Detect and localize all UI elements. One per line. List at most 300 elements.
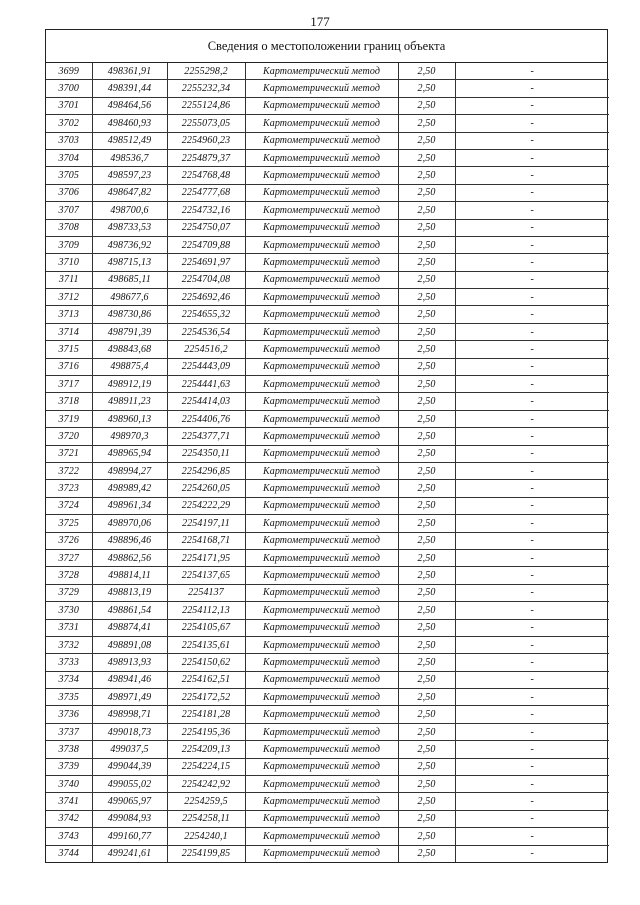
method-cell: Картометрический метод xyxy=(245,532,398,549)
accuracy-cell: 2,50 xyxy=(398,584,455,601)
x-coordinate-cell: 498677,6 xyxy=(92,289,167,306)
x-coordinate-cell: 498998,71 xyxy=(92,706,167,723)
point-number-cell: 3707 xyxy=(46,202,92,219)
x-coordinate-cell: 498700,6 xyxy=(92,202,167,219)
x-coordinate-cell: 498715,13 xyxy=(92,254,167,271)
accuracy-cell: 2,50 xyxy=(398,80,455,97)
x-coordinate-cell: 498961,34 xyxy=(92,497,167,514)
point-number-cell: 3735 xyxy=(46,689,92,706)
table-row xyxy=(46,149,609,166)
accuracy-cell: 2,50 xyxy=(398,636,455,653)
point-number-cell: 3740 xyxy=(46,776,92,793)
point-number-cell: 3700 xyxy=(46,80,92,97)
boundary-table xyxy=(45,29,608,863)
method-cell: Картометрический метод xyxy=(245,306,398,323)
point-number-cell: 3704 xyxy=(46,149,92,166)
table-row xyxy=(46,810,609,827)
method-cell: Картометрический метод xyxy=(245,428,398,445)
description-cell: - xyxy=(455,202,609,219)
table-row xyxy=(46,706,609,723)
x-coordinate-cell: 498891,08 xyxy=(92,636,167,653)
method-cell: Картометрический метод xyxy=(245,358,398,375)
y-coordinate-cell: 2254112,13 xyxy=(167,602,245,619)
method-cell: Картометрический метод xyxy=(245,845,398,862)
table-row xyxy=(46,654,609,671)
method-cell: Картометрический метод xyxy=(245,254,398,271)
y-coordinate-cell: 2254172,52 xyxy=(167,689,245,706)
point-number-cell: 3714 xyxy=(46,323,92,340)
method-cell: Картометрический метод xyxy=(245,497,398,514)
accuracy-cell: 2,50 xyxy=(398,341,455,358)
table-row xyxy=(46,341,609,358)
x-coordinate-cell: 499065,97 xyxy=(92,793,167,810)
method-cell: Картометрический метод xyxy=(245,671,398,688)
point-number-cell: 3744 xyxy=(46,845,92,862)
method-cell: Картометрический метод xyxy=(245,115,398,132)
description-cell: - xyxy=(455,115,609,132)
y-coordinate-cell: 2254516,2 xyxy=(167,341,245,358)
accuracy-cell: 2,50 xyxy=(398,445,455,462)
table-row xyxy=(46,202,609,219)
method-cell: Картометрический метод xyxy=(245,619,398,636)
method-cell: Картометрический метод xyxy=(245,97,398,114)
point-number-cell: 3743 xyxy=(46,828,92,845)
description-cell: - xyxy=(455,776,609,793)
table-row xyxy=(46,689,609,706)
table-row xyxy=(46,515,609,532)
y-coordinate-cell: 2254692,46 xyxy=(167,289,245,306)
description-cell: - xyxy=(455,584,609,601)
point-number-cell: 3719 xyxy=(46,410,92,427)
point-number-cell: 3721 xyxy=(46,445,92,462)
accuracy-cell: 2,50 xyxy=(398,428,455,445)
x-coordinate-cell: 498736,92 xyxy=(92,236,167,253)
description-cell: - xyxy=(455,289,609,306)
x-coordinate-cell: 498970,06 xyxy=(92,515,167,532)
y-coordinate-cell: 2254350,11 xyxy=(167,445,245,462)
y-coordinate-cell: 2254162,51 xyxy=(167,671,245,688)
point-number-cell: 3706 xyxy=(46,184,92,201)
y-coordinate-cell: 2254258,11 xyxy=(167,810,245,827)
y-coordinate-cell: 2255298,2 xyxy=(167,63,245,80)
table-row xyxy=(46,497,609,514)
point-number-cell: 3709 xyxy=(46,236,92,253)
y-coordinate-cell: 2254406,76 xyxy=(167,410,245,427)
method-cell: Картометрический метод xyxy=(245,393,398,410)
accuracy-cell: 2,50 xyxy=(398,97,455,114)
description-cell: - xyxy=(455,80,609,97)
x-coordinate-cell: 499084,93 xyxy=(92,810,167,827)
accuracy-cell: 2,50 xyxy=(398,845,455,862)
y-coordinate-cell: 2254414,03 xyxy=(167,393,245,410)
accuracy-cell: 2,50 xyxy=(398,184,455,201)
table-row xyxy=(46,671,609,688)
method-cell: Картометрический метод xyxy=(245,184,398,201)
point-number-cell: 3741 xyxy=(46,793,92,810)
table-row xyxy=(46,63,609,80)
method-cell: Картометрический метод xyxy=(245,63,398,80)
x-coordinate-cell: 498536,7 xyxy=(92,149,167,166)
description-cell: - xyxy=(455,845,609,862)
y-coordinate-cell: 2254732,16 xyxy=(167,202,245,219)
x-coordinate-cell: 498733,53 xyxy=(92,219,167,236)
point-number-cell: 3737 xyxy=(46,723,92,740)
table-row xyxy=(46,462,609,479)
table-row xyxy=(46,271,609,288)
description-cell: - xyxy=(455,376,609,393)
accuracy-cell: 2,50 xyxy=(398,741,455,758)
x-coordinate-cell: 498685,11 xyxy=(92,271,167,288)
y-coordinate-cell: 2254879,37 xyxy=(167,149,245,166)
method-cell: Картометрический метод xyxy=(245,410,398,427)
point-number-cell: 3728 xyxy=(46,567,92,584)
table-row xyxy=(46,115,609,132)
y-coordinate-cell: 2254222,29 xyxy=(167,497,245,514)
table-row xyxy=(46,323,609,340)
x-coordinate-cell: 498911,23 xyxy=(92,393,167,410)
accuracy-cell: 2,50 xyxy=(398,393,455,410)
x-coordinate-cell: 498913,93 xyxy=(92,654,167,671)
description-cell: - xyxy=(455,323,609,340)
method-cell: Картометрический метод xyxy=(245,219,398,236)
description-cell: - xyxy=(455,619,609,636)
y-coordinate-cell: 2254777,68 xyxy=(167,184,245,201)
point-number-cell: 3711 xyxy=(46,271,92,288)
x-coordinate-cell: 499160,77 xyxy=(92,828,167,845)
point-number-cell: 3699 xyxy=(46,63,92,80)
description-cell: - xyxy=(455,254,609,271)
accuracy-cell: 2,50 xyxy=(398,515,455,532)
method-cell: Картометрический метод xyxy=(245,810,398,827)
x-coordinate-cell: 498989,42 xyxy=(92,480,167,497)
description-cell: - xyxy=(455,480,609,497)
x-coordinate-cell: 498512,49 xyxy=(92,132,167,149)
method-cell: Картометрический метод xyxy=(245,741,398,758)
accuracy-cell: 2,50 xyxy=(398,532,455,549)
method-cell: Картометрический метод xyxy=(245,776,398,793)
x-coordinate-cell: 499044,39 xyxy=(92,758,167,775)
method-cell: Картометрический метод xyxy=(245,341,398,358)
x-coordinate-cell: 498970,3 xyxy=(92,428,167,445)
point-number-cell: 3723 xyxy=(46,480,92,497)
y-coordinate-cell: 2254536,54 xyxy=(167,323,245,340)
x-coordinate-cell: 498862,56 xyxy=(92,549,167,566)
y-coordinate-cell: 2254150,62 xyxy=(167,654,245,671)
x-coordinate-cell: 498941,46 xyxy=(92,671,167,688)
y-coordinate-cell: 2254135,61 xyxy=(167,636,245,653)
table-row xyxy=(46,584,609,601)
point-number-cell: 3727 xyxy=(46,549,92,566)
description-cell: - xyxy=(455,741,609,758)
description-cell: - xyxy=(455,271,609,288)
description-cell: - xyxy=(455,654,609,671)
description-cell: - xyxy=(455,149,609,166)
description-cell: - xyxy=(455,810,609,827)
point-number-cell: 3734 xyxy=(46,671,92,688)
x-coordinate-cell: 498647,82 xyxy=(92,184,167,201)
accuracy-cell: 2,50 xyxy=(398,149,455,166)
accuracy-cell: 2,50 xyxy=(398,219,455,236)
x-coordinate-cell: 498460,93 xyxy=(92,115,167,132)
description-cell: - xyxy=(455,306,609,323)
method-cell: Картометрический метод xyxy=(245,289,398,306)
y-coordinate-cell: 2254195,36 xyxy=(167,723,245,740)
point-number-cell: 3702 xyxy=(46,115,92,132)
table-row xyxy=(46,776,609,793)
point-number-cell: 3720 xyxy=(46,428,92,445)
y-coordinate-cell: 2255232,34 xyxy=(167,80,245,97)
y-coordinate-cell: 2254168,71 xyxy=(167,532,245,549)
description-cell: - xyxy=(455,410,609,427)
point-number-cell: 3733 xyxy=(46,654,92,671)
table-row xyxy=(46,306,609,323)
point-number-cell: 3739 xyxy=(46,758,92,775)
point-number-cell: 3715 xyxy=(46,341,92,358)
table-row xyxy=(46,532,609,549)
point-number-cell: 3726 xyxy=(46,532,92,549)
accuracy-cell: 2,50 xyxy=(398,602,455,619)
coordinates-table xyxy=(46,63,609,862)
description-cell: - xyxy=(455,758,609,775)
table-row xyxy=(46,254,609,271)
y-coordinate-cell: 2254709,88 xyxy=(167,236,245,253)
point-number-cell: 3725 xyxy=(46,515,92,532)
description-cell: - xyxy=(455,341,609,358)
accuracy-cell: 2,50 xyxy=(398,323,455,340)
point-number-cell: 3722 xyxy=(46,462,92,479)
accuracy-cell: 2,50 xyxy=(398,289,455,306)
y-coordinate-cell: 2254171,95 xyxy=(167,549,245,566)
method-cell: Картометрический метод xyxy=(245,202,398,219)
accuracy-cell: 2,50 xyxy=(398,306,455,323)
accuracy-cell: 2,50 xyxy=(398,793,455,810)
table-row xyxy=(46,97,609,114)
description-cell: - xyxy=(455,167,609,184)
y-coordinate-cell: 2254377,71 xyxy=(167,428,245,445)
point-number-cell: 3724 xyxy=(46,497,92,514)
method-cell: Картометрический метод xyxy=(245,793,398,810)
accuracy-cell: 2,50 xyxy=(398,115,455,132)
point-number-cell: 3732 xyxy=(46,636,92,653)
x-coordinate-cell: 498597,23 xyxy=(92,167,167,184)
description-cell: - xyxy=(455,236,609,253)
x-coordinate-cell: 498960,13 xyxy=(92,410,167,427)
method-cell: Картометрический метод xyxy=(245,462,398,479)
y-coordinate-cell: 2254259,5 xyxy=(167,793,245,810)
description-cell: - xyxy=(455,497,609,514)
description-cell: - xyxy=(455,549,609,566)
x-coordinate-cell: 498791,39 xyxy=(92,323,167,340)
accuracy-cell: 2,50 xyxy=(398,271,455,288)
point-number-cell: 3705 xyxy=(46,167,92,184)
description-cell: - xyxy=(455,428,609,445)
description-cell: - xyxy=(455,828,609,845)
y-coordinate-cell: 2254704,08 xyxy=(167,271,245,288)
method-cell: Картометрический метод xyxy=(245,132,398,149)
table-row xyxy=(46,741,609,758)
table-row xyxy=(46,219,609,236)
point-number-cell: 3731 xyxy=(46,619,92,636)
point-number-cell: 3710 xyxy=(46,254,92,271)
y-coordinate-cell: 2254181,28 xyxy=(167,706,245,723)
y-coordinate-cell: 2254137 xyxy=(167,584,245,601)
table-row xyxy=(46,184,609,201)
method-cell: Картометрический метод xyxy=(245,828,398,845)
method-cell: Картометрический метод xyxy=(245,567,398,584)
method-cell: Картометрический метод xyxy=(245,758,398,775)
y-coordinate-cell: 2254199,85 xyxy=(167,845,245,862)
accuracy-cell: 2,50 xyxy=(398,706,455,723)
point-number-cell: 3729 xyxy=(46,584,92,601)
x-coordinate-cell: 498994,27 xyxy=(92,462,167,479)
table-row xyxy=(46,428,609,445)
point-number-cell: 3736 xyxy=(46,706,92,723)
method-cell: Картометрический метод xyxy=(245,549,398,566)
accuracy-cell: 2,50 xyxy=(398,462,455,479)
method-cell: Картометрический метод xyxy=(245,654,398,671)
accuracy-cell: 2,50 xyxy=(398,254,455,271)
x-coordinate-cell: 498971,49 xyxy=(92,689,167,706)
method-cell: Картометрический метод xyxy=(245,149,398,166)
table-row xyxy=(46,289,609,306)
accuracy-cell: 2,50 xyxy=(398,167,455,184)
x-coordinate-cell: 498361,91 xyxy=(92,63,167,80)
table-row xyxy=(46,723,609,740)
point-number-cell: 3717 xyxy=(46,376,92,393)
point-number-cell: 3718 xyxy=(46,393,92,410)
table-title: Сведения о местоположении границ объекта xyxy=(46,30,607,63)
accuracy-cell: 2,50 xyxy=(398,654,455,671)
table-body xyxy=(46,63,609,862)
accuracy-cell: 2,50 xyxy=(398,723,455,740)
y-coordinate-cell: 2254197,11 xyxy=(167,515,245,532)
y-coordinate-cell: 2254105,67 xyxy=(167,619,245,636)
description-cell: - xyxy=(455,723,609,740)
point-number-cell: 3716 xyxy=(46,358,92,375)
description-cell: - xyxy=(455,567,609,584)
description-cell: - xyxy=(455,602,609,619)
accuracy-cell: 2,50 xyxy=(398,410,455,427)
table-row xyxy=(46,132,609,149)
table-row xyxy=(46,636,609,653)
point-number-cell: 3713 xyxy=(46,306,92,323)
y-coordinate-cell: 2255073,05 xyxy=(167,115,245,132)
y-coordinate-cell: 2255124,86 xyxy=(167,97,245,114)
method-cell: Картометрический метод xyxy=(245,723,398,740)
table-row xyxy=(46,393,609,410)
description-cell: - xyxy=(455,515,609,532)
y-coordinate-cell: 2254960,23 xyxy=(167,132,245,149)
description-cell: - xyxy=(455,532,609,549)
x-coordinate-cell: 498912,19 xyxy=(92,376,167,393)
method-cell: Картометрический метод xyxy=(245,636,398,653)
table-row xyxy=(46,793,609,810)
table-row xyxy=(46,376,609,393)
accuracy-cell: 2,50 xyxy=(398,810,455,827)
table-row xyxy=(46,236,609,253)
accuracy-cell: 2,50 xyxy=(398,202,455,219)
x-coordinate-cell: 498730,86 xyxy=(92,306,167,323)
table-row xyxy=(46,80,609,97)
page-number: 177 xyxy=(310,14,330,29)
table-row xyxy=(46,619,609,636)
point-number-cell: 3730 xyxy=(46,602,92,619)
accuracy-cell: 2,50 xyxy=(398,63,455,80)
table-row xyxy=(46,410,609,427)
method-cell: Картометрический метод xyxy=(245,323,398,340)
y-coordinate-cell: 2254655,32 xyxy=(167,306,245,323)
description-cell: - xyxy=(455,689,609,706)
point-number-cell: 3742 xyxy=(46,810,92,827)
y-coordinate-cell: 2254441,63 xyxy=(167,376,245,393)
description-cell: - xyxy=(455,793,609,810)
accuracy-cell: 2,50 xyxy=(398,376,455,393)
x-coordinate-cell: 498464,56 xyxy=(92,97,167,114)
x-coordinate-cell: 498813,19 xyxy=(92,584,167,601)
description-cell: - xyxy=(455,132,609,149)
description-cell: - xyxy=(455,636,609,653)
accuracy-cell: 2,50 xyxy=(398,828,455,845)
y-coordinate-cell: 2254240,1 xyxy=(167,828,245,845)
table-row xyxy=(46,845,609,862)
accuracy-cell: 2,50 xyxy=(398,758,455,775)
y-coordinate-cell: 2254750,07 xyxy=(167,219,245,236)
method-cell: Картометрический метод xyxy=(245,445,398,462)
x-coordinate-cell: 498391,44 xyxy=(92,80,167,97)
method-cell: Картометрический метод xyxy=(245,167,398,184)
description-cell: - xyxy=(455,97,609,114)
y-coordinate-cell: 2254768,48 xyxy=(167,167,245,184)
table-row xyxy=(46,567,609,584)
y-coordinate-cell: 2254242,92 xyxy=(167,776,245,793)
table-row xyxy=(46,758,609,775)
x-coordinate-cell: 498875,4 xyxy=(92,358,167,375)
method-cell: Картометрический метод xyxy=(245,584,398,601)
y-coordinate-cell: 2254691,97 xyxy=(167,254,245,271)
description-cell: - xyxy=(455,184,609,201)
x-coordinate-cell: 499241,61 xyxy=(92,845,167,862)
table-row xyxy=(46,167,609,184)
x-coordinate-cell: 498965,94 xyxy=(92,445,167,462)
x-coordinate-cell: 498896,46 xyxy=(92,532,167,549)
description-cell: - xyxy=(455,445,609,462)
description-cell: - xyxy=(455,706,609,723)
method-cell: Картометрический метод xyxy=(245,706,398,723)
method-cell: Картометрический метод xyxy=(245,689,398,706)
method-cell: Картометрический метод xyxy=(245,236,398,253)
x-coordinate-cell: 499055,02 xyxy=(92,776,167,793)
accuracy-cell: 2,50 xyxy=(398,132,455,149)
y-coordinate-cell: 2254137,65 xyxy=(167,567,245,584)
x-coordinate-cell: 498861,54 xyxy=(92,602,167,619)
description-cell: - xyxy=(455,219,609,236)
accuracy-cell: 2,50 xyxy=(398,671,455,688)
description-cell: - xyxy=(455,358,609,375)
accuracy-cell: 2,50 xyxy=(398,567,455,584)
x-coordinate-cell: 499037,5 xyxy=(92,741,167,758)
point-number-cell: 3701 xyxy=(46,97,92,114)
y-coordinate-cell: 2254296,85 xyxy=(167,462,245,479)
accuracy-cell: 2,50 xyxy=(398,689,455,706)
x-coordinate-cell: 498843,68 xyxy=(92,341,167,358)
method-cell: Картометрический метод xyxy=(245,602,398,619)
description-cell: - xyxy=(455,63,609,80)
accuracy-cell: 2,50 xyxy=(398,358,455,375)
y-coordinate-cell: 2254224,15 xyxy=(167,758,245,775)
y-coordinate-cell: 2254443,09 xyxy=(167,358,245,375)
x-coordinate-cell: 499018,73 xyxy=(92,723,167,740)
description-cell: - xyxy=(455,462,609,479)
